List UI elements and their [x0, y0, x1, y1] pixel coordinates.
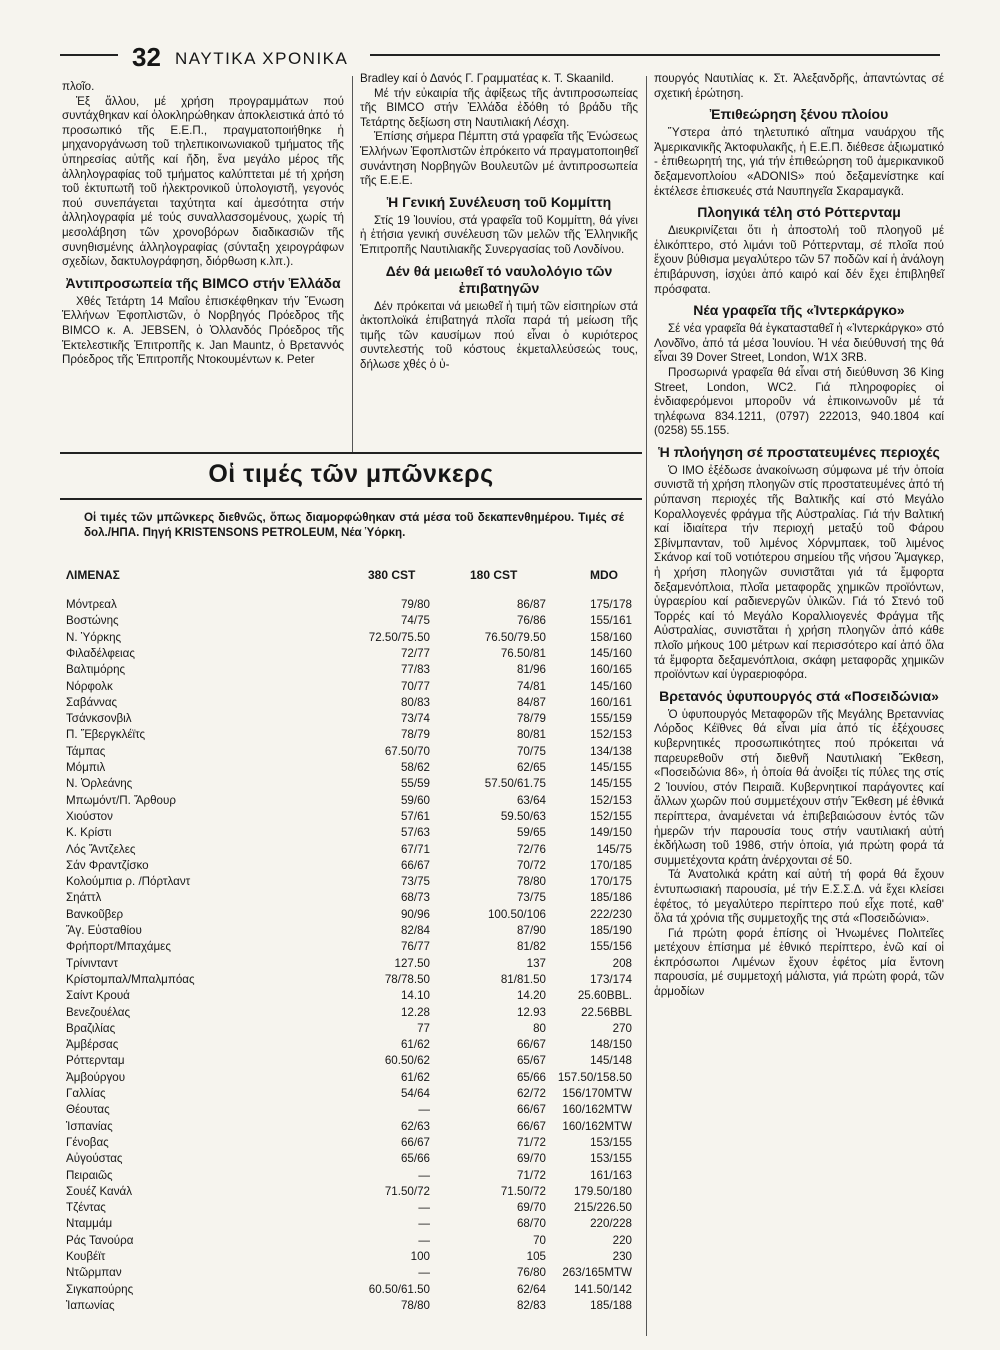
price-cell: 70 — [533, 1233, 546, 1247]
price-cell: 152/153 — [590, 728, 632, 742]
table-row — [66, 598, 638, 612]
table-row — [66, 728, 638, 742]
price-cell: 57.50/61.75 — [484, 777, 546, 791]
price-cell: — — [418, 1201, 430, 1215]
price-cell: 68/73 — [400, 891, 430, 905]
port-name: Νόρφολκ — [66, 679, 113, 693]
price-cell: — — [418, 1233, 430, 1247]
price-cell: 60.50/62 — [384, 1054, 430, 1068]
port-name: Νταμμάμ — [66, 1217, 113, 1231]
table-row — [66, 843, 638, 857]
headline-committee: Ἡ Γενική Συνέλευση τοῦ Κομμίττη — [386, 193, 612, 210]
price-cell: 66/67 — [516, 1038, 546, 1052]
header-rule-left — [60, 54, 118, 56]
headline-pilotage: Ἡ πλοήγηση σέ προστατευμένες περιοχές — [658, 443, 940, 460]
port-name: Π. Ἔβεργκλέϊτς — [66, 728, 146, 742]
port-name: Λός Ἄντζελες — [66, 842, 136, 856]
price-cell: 175/178 — [590, 598, 632, 611]
price-cell: 81/96 — [516, 663, 546, 677]
table-row — [66, 745, 638, 759]
paragraph: Μέ τήν εὐκαιρία τῆς ἀφίξεως τῆς ἀντιπροσωπείας τῆς BIMCO στήν Ἑλλάδα ἐδόθη τό βράδυ τῆς Τετάρτης δεξίωση στη Ναυτιλιακή Λέσχη. — [360, 86, 638, 129]
port-name: Βραζιλίας — [66, 1021, 116, 1035]
price-cell: 76.50/79.50 — [484, 630, 546, 644]
paragraph: Χθές Τετάρτη 14 Μαΐου ἐπισκέφθηκαν τήν Ἕνωση Ἑλλήνων Ἐφοπλιστῶν, ὁ Νορβηγός Πρόεδρος τῆς BIMCO κ. A. JEBSEN, ὁ Ὁλλανδός Πρόεδρος τῆς Ἐκτελεστικῆς Ἐπιτροπῆς κ. Jan Mauntz, ὁ Βρεταννός Πρόεδρος τῆς Ἐπιτροπῆς Ντοκουμέντων κ. Peter — [62, 294, 344, 367]
price-cell: 77 — [417, 1021, 430, 1035]
price-cell: 145/160 — [590, 679, 632, 693]
table-row — [66, 1169, 638, 1183]
price-cell: 152/155 — [590, 809, 632, 823]
table-row — [66, 1071, 638, 1085]
price-cell: 160/162MTW — [562, 1119, 632, 1133]
table-row — [66, 614, 638, 628]
price-cell: 70/72 — [516, 858, 546, 872]
price-cell: 230 — [612, 1250, 632, 1263]
price-cell: 134/138 — [590, 744, 632, 758]
price-cell: 57/63 — [400, 826, 430, 840]
price-cell: 153/155 — [590, 1152, 632, 1166]
price-cell: 67.50/70 — [384, 744, 430, 758]
price-cell: 72/77 — [400, 646, 430, 660]
table-row — [66, 859, 638, 873]
port-name: Αὐγούστας — [66, 1152, 123, 1166]
price-cell: 157.50/158.50 — [557, 1070, 632, 1084]
port-name: Φρήπορτ/Μπαχάμες — [66, 940, 171, 954]
price-cell: 65/66 — [516, 1070, 546, 1084]
port-name: Χιούστον — [66, 809, 113, 823]
price-cell: 127.50 — [394, 956, 430, 970]
port-name: Ρόττερνταμ — [66, 1054, 125, 1068]
column-2 — [360, 72, 638, 373]
table-row — [66, 1152, 638, 1166]
price-cell: 208 — [612, 956, 632, 970]
table-row — [66, 1022, 638, 1036]
table-row — [66, 924, 638, 938]
paragraph: Ἐξ ἄλλου, μέ χρήση προγραμμάτων πού συντάχθηκαν καί ὁλοκληρώθηκαν ἀποκλειστικά ἀπό τό προσωπικό τῆς Ε.Ε.Π., πραγματοποιήθηκε ἡ μηχανοργάνωση τοῦ τηλεπικοινωνιακοῦ τμήματος τῆς ὑπηρεσίας αὐτῆς καί ἤδη, ἕνα μεγάλο μέρος τῆς ἀλληλογραφίας τοῦ τμήματος καλύπτεται μέ τή χρήση τοῦ ἐκτυπωτῆ τοῦ ἠλεκτρονικοῦ ὑπολογιστῆ, γεγονός πού συνεπάγεται ταχύτητα καί ἀμεσότητα στήν ἀλληλογραφία μέ τούς συναλλασσομένους, χωρίς τή μεσολάβηση τῶν χρονοβόρων διαδικασιῶν τῆς συνηθισμένης ἀλληλογραφίας (σύνταξη χειρογράφων σχεδίων, δακτυλογράφηση, διόρθωση κ.λπ.). — [62, 94, 344, 269]
price-cell: 153/155 — [590, 1135, 632, 1149]
price-cell: 78/79 — [516, 712, 546, 726]
price-cell: 158/160 — [590, 630, 632, 644]
price-cell: — — [418, 1217, 430, 1231]
column-header-port: ΛΙΜΕΝΑΣ — [66, 568, 120, 582]
port-name: Θέουτας — [66, 1103, 110, 1117]
price-cell: 59.50/63 — [500, 809, 546, 823]
price-cell: 185/190 — [590, 924, 632, 937]
price-cell: 170/185 — [590, 858, 632, 872]
table-row — [66, 1103, 638, 1117]
price-cell: — — [418, 1168, 430, 1182]
port-name: Βενεζουέλας — [66, 1005, 131, 1019]
column-3 — [654, 72, 944, 1000]
price-cell: 79/80 — [400, 598, 430, 611]
table-row — [66, 1038, 638, 1052]
price-cell: 185/188 — [590, 1298, 632, 1312]
price-cell: 66/67 — [400, 858, 430, 872]
port-name: Σάν Φραντζίσκο — [66, 858, 149, 872]
price-cell: 62/63 — [400, 1119, 430, 1133]
price-cell: 105 — [526, 1250, 546, 1263]
port-name: Τάμπας — [66, 744, 106, 758]
table-row — [66, 875, 638, 889]
price-cell: 80 — [533, 1021, 546, 1035]
price-cell: 160/162MTW — [562, 1103, 632, 1117]
price-cell: 148/150 — [590, 1038, 632, 1052]
port-name: Βανκοῦβερ — [66, 907, 124, 921]
price-cell: 12.93 — [516, 1005, 546, 1019]
price-cell: 161/163 — [590, 1168, 632, 1182]
price-cell: 87/90 — [516, 924, 546, 937]
paragraph: Δέν πρόκειται νά μειωθεῖ ἡ τιμή τῶν εἰσιτηρίων στά ἀκτοπλοϊκά ἐπιβατηγά πλοῖα παρά τή μείωση τῆς τιμῆς τῶν καυσίμων πού εἶναι ὁ κυριότερος συντελεστής τοῦ κόστους ἐκμεταλλεύσεώς τους, δήλωσε χθές ὁ ὑ- — [360, 299, 638, 371]
headline-fares: Δέν θά μειωθεῖ τό ναυλολόγιο τῶν ἐπιβατηγῶν — [385, 262, 613, 296]
price-cell: 145/75 — [596, 842, 632, 856]
price-cell: 78/79 — [400, 728, 430, 742]
table-row — [66, 989, 638, 1003]
price-cell: 68/70 — [516, 1217, 546, 1231]
table-row — [66, 1136, 638, 1150]
port-name: Μόντρεαλ — [66, 598, 117, 611]
port-name: Φιλαδέλφειας — [66, 646, 135, 660]
column-header-380cst: 380 CST — [368, 568, 416, 582]
price-cell: 62/64 — [516, 1282, 546, 1296]
price-cell: 65/66 — [400, 1152, 430, 1166]
price-cell: 160/165 — [590, 663, 632, 677]
price-cell: 78/80 — [516, 875, 546, 889]
port-name: Ν. Ὑόρκης — [66, 630, 122, 644]
port-name: Βαλτιμόρης — [66, 663, 126, 677]
table-row — [66, 1006, 638, 1020]
table-row — [66, 940, 638, 954]
price-cell: 61/62 — [400, 1070, 430, 1084]
table-row — [66, 1250, 638, 1264]
table-row — [66, 1087, 638, 1101]
table-row — [66, 891, 638, 905]
port-name: Σηάττλ — [66, 891, 102, 905]
price-cell: 71.50/72 — [384, 1184, 430, 1198]
price-cell: 170/175 — [590, 875, 632, 889]
table-row — [66, 761, 638, 775]
price-cell: 71/72 — [516, 1135, 546, 1149]
paragraph: Γιά πρώτη φορά ἐπίσης οἱ Ἡνωμένες Πολιτεῖες μετέχουν ἐπίσημα μέ ἐθνικό περίπτερο, ἐνῶ καί οἱ ἐκπρόσωποι Λιμένων ἔχουν ἐφέτος μία ἔντονη παρουσία, μέ συμμετοχή μάλιστα, γιά πρώτη φορά, τῶν ἁρμοδίων — [654, 926, 944, 999]
paragraph: Ὁ ὑφυπουργός Μεταφορῶν τῆς Μεγάλης Βρεταννίας Λόρδος Κέϊθνες θά εἶναι μία ἀπό τίς ἐξέχουσες κυβερνητικές προσωπικότητες πού πρόκειται νά παρευρεθοῦν στή διεθνῆ Ναυτιλιακή Ἔκθεση, «Ποσειδώνια 86», ἡ ὁποία θά ἀνοίξει τίς πύλες της στίς 2 Ἰουνίου, στόν Πειραιᾶ. Κυβερνητικοί παράγοντες καί ἄλλων χωρῶν πού συμμετέχουν στήν Ἔκθεση μέ ἐθνικά περίπτερα, ἀναμένεται νά ἐπιβεβαιώσουν ἐντός τῶν ἡμερῶν τήν παρουσία τους στήν ναυτιλιακή αὐτή ἐκδήλωση τοῦ 1986, στήν ὁποία, γιά πρώτη φορά τά συμμετέχοντα κράτη ἀνέρχονται σέ 50. — [654, 707, 944, 867]
port-name: Τσάνκσονβιλ — [66, 712, 132, 726]
table-row — [66, 1299, 638, 1313]
port-name: Ἀμβούργου — [66, 1070, 126, 1084]
column-header-mdo: MDO — [590, 568, 618, 582]
price-cell: 179.50/180 — [573, 1184, 632, 1198]
price-cell: 54/64 — [400, 1087, 430, 1100]
price-cell: 12.28 — [400, 1005, 430, 1019]
headline-inspection: Ἐπιθεώρηση ξένου πλοίου — [709, 106, 889, 123]
price-cell: 76/86 — [516, 614, 546, 628]
price-cell: 74/81 — [516, 679, 546, 693]
bunker-title: Οἱ τιμές τῶν μπῶνκερς — [208, 460, 494, 488]
port-name: Τρίνινταντ — [66, 956, 118, 970]
header-rule-right — [370, 54, 940, 56]
price-cell: 77/83 — [400, 663, 430, 677]
price-cell: 81/81.50 — [500, 972, 546, 986]
price-cell: 80/81 — [516, 728, 546, 742]
price-cell: 70/77 — [400, 679, 430, 693]
price-cell: 69/70 — [516, 1152, 546, 1166]
price-cell: 66/67 — [400, 1135, 430, 1149]
price-cell: — — [418, 1103, 430, 1117]
price-cell: 65/67 — [516, 1054, 546, 1068]
price-cell: 90/96 — [400, 907, 430, 921]
table-row — [66, 794, 638, 808]
table-row — [66, 973, 638, 987]
port-name: Μπωμόντ/Π. Ἄρθουρ — [66, 793, 176, 807]
price-cell: 73/75 — [400, 875, 430, 889]
page-header — [60, 42, 940, 76]
headline-rotterdam: Πλοηγικά τέλη στό Ρόττερνταμ — [697, 204, 901, 221]
price-cell: 220/228 — [590, 1217, 632, 1231]
price-cell: 22.56BBL — [581, 1005, 632, 1019]
table-row — [66, 1234, 638, 1248]
table-row — [66, 712, 638, 726]
price-cell: 66/67 — [516, 1103, 546, 1117]
table-row — [66, 810, 638, 824]
table-row — [66, 696, 638, 710]
price-cell: 14.20 — [516, 989, 546, 1003]
price-cell: 145/160 — [590, 646, 632, 660]
port-name: Μόμπιλ — [66, 761, 106, 774]
port-name: Ἱσπανίας — [66, 1119, 113, 1133]
price-cell: 84/87 — [516, 695, 546, 709]
price-cell: 145/155 — [590, 777, 632, 791]
price-cell: 263/165MTW — [562, 1266, 632, 1280]
paragraph: Προσωρινά γραφεῖα θά εἶναι στή διεύθυνση 36 King Street, London, WC2. Γιά πληροφορίες οἱ ἐνδιαφερόμενοι μποροῦν νά ἐπικοινωνοῦν μέ τά τηλέφωνα 834.1211, (0797) 222013, 940.1804 καί (0258) 55.155. — [654, 365, 944, 438]
price-cell: 25.60BBL. — [577, 989, 632, 1003]
paragraph: Διευκρινίζεται ὅτι ἡ ἀποστολή τοῦ πλοηγοῦ μέ ἑλικόπτερο, στό λιμάνι τοῦ Ρόττερνταμ, σέ πλοῖα πού ἔχουν βύθισμα μεγαλύτερο τῶν 57 ποδῶν καί ἡ ἀνάλογη ἐπιβάρυνση, ἰσχύει ἀπό καιρό καί δέν ἔχει ἐπιβληθεῖ πρόσφατα. — [654, 224, 944, 296]
price-cell: 82/84 — [400, 924, 430, 937]
table-row — [66, 777, 638, 791]
price-cell: 81/82 — [516, 940, 546, 954]
port-name: Ράς Τανούρα — [66, 1233, 134, 1247]
port-name: Γένοβας — [66, 1135, 109, 1149]
table-row — [66, 1266, 638, 1280]
section-rule — [60, 452, 642, 454]
port-name: Βοστώνης — [66, 614, 119, 628]
bunker-intro: Οἱ τιμές τῶν μπῶνκερς διεθνῶς, ὅπως διαμορφώθηκαν στά μέσα τοῦ δεκαπενθημέρου. Τιμές σέ δολ./ΗΠΑ. Πηγή KRISTENSONS PETROLEUM, Νέα Ὑόρκη. — [84, 511, 624, 539]
port-name: Τζέντας — [66, 1201, 106, 1215]
headline-posidonia: Βρετανός ὑφυπουργός στά «Ποσειδώνια» — [659, 687, 939, 704]
price-cell: 145/148 — [590, 1054, 632, 1068]
port-name: Πειραιῶς — [66, 1168, 113, 1182]
price-cell: 78/80 — [400, 1298, 430, 1312]
paragraph: Bradley καί ὁ Δανός Γ. Γραμματέας κ. T. Skaanild. — [360, 72, 614, 85]
price-cell: 73/74 — [400, 712, 430, 726]
price-cell: 59/65 — [516, 826, 546, 840]
price-cell: 66/67 — [516, 1119, 546, 1133]
price-cell: 71/72 — [516, 1168, 546, 1182]
port-name: Κ. Κρίστι — [66, 826, 112, 840]
price-cell: 14.10 — [400, 989, 430, 1003]
price-cell: 62/65 — [516, 761, 546, 774]
port-name: Σαβάννας — [66, 695, 118, 709]
price-cell: 57/61 — [400, 809, 430, 823]
table-row — [66, 631, 638, 645]
price-cell: 61/62 — [400, 1038, 430, 1052]
port-name: Κουβέϊτ — [66, 1250, 106, 1263]
port-name: Σαίντ Κρουά — [66, 989, 130, 1003]
paragraph: Σέ νέα γραφεῖα θά ἐγκατασταθεῖ ἡ «Ἰντερκάργκο» στό Λονδῖνο, ἀπό τά μέσα Ἰουνίου. Ἡ νέα διεύθυνσή της θά εἶναι 39 Dover Street, London, W1X 3RB. — [654, 322, 944, 365]
price-cell: 149/150 — [590, 826, 632, 840]
paragraph: Ὕστερα ἀπό τηλετυπικό αἴτημα ναυάρχου τῆς Ἀμερικανικῆς Ἀκτοφυλακῆς, ἡ Ε.Ε.Π. διέθεσε ἀξιωματικό - ἐπιθεωρητή της, γιά τήν ἐπιθεώρηση τοῦ ἀμερικανικοῦ δεξαμενοπλοίου «ADONIS» πού δεξαμενίστηκε καί ἐκτέλεσε ἐπισκευές στά Ναυπηγεῖα Σκαραμαγκᾶ. — [654, 126, 944, 198]
price-cell: 82/83 — [516, 1298, 546, 1312]
price-cell: 70/75 — [516, 744, 546, 758]
price-cell: 155/156 — [590, 940, 632, 954]
price-cell: 72.50/75.50 — [368, 630, 430, 644]
column-header-180cst: 180 CST — [470, 568, 518, 582]
price-cell: 73/75 — [516, 891, 546, 905]
table-row — [66, 908, 638, 922]
price-cell: 72/76 — [516, 842, 546, 856]
paragraph: Ὁ ΙΜΟ ἐξέδωσε ἀνακοίνωση σύμφωνα μέ τήν ὁποία συνιστᾶ τή χρήση πλοηγῶν στίς προστατευμένες ἀπό τή ρύπανση περιοχές τῆς Βαλτικῆς καί στό Μεγάλο Κοραλλογενές φράγμα τῆς Αὐστραλίας. Γιά τήν Βαλτική καί ἰδιαίτερα τήν περιοχή μεταξύ τοῦ Φάρου Σβίνμπανταν, τοῦ λιμένος Χόρνμπαεκ, τοῦ λιμένος Σκάνορ καί τοῦ νοτιότερου σημείου τῆς νήσου Ἄμαγκερ, ἡ χρήση πλοηγῶν συνιστᾶται γιά τά ἔμφορτα δεξαμενόπλοια, πλοῖα μεταφορᾶς χημικῶν προϊόντων, ὑγραερίου καί ραδιενεργῶν ὑλικῶν. Γιά τό Στενό τοῦ Τορρές καί τό Μεγάλο Κοραλλιογενές Φράγμα τῆς Αὐστραλίας, συνιστᾶται ἡ χρήση πλοηγῶν ἀπό κάθε πλοῖο μήκους 100 μέτρων καί περισσότερο καί ἀπό ὅλα τά ἔμφορτα δεξαμενόπλοια, σκάφη μεταφορᾶς χημικῶν προϊόντων καί ὑγραεριοφόρα. — [654, 463, 944, 682]
table-row — [66, 663, 638, 677]
section-rule — [60, 498, 642, 500]
price-cell: 152/153 — [590, 793, 632, 807]
table-row — [66, 1217, 638, 1231]
port-name: Σιγκαπούρης — [66, 1282, 134, 1296]
price-cell: 60.50/61.50 — [368, 1282, 430, 1296]
price-cell: 74/75 — [400, 614, 430, 628]
price-cell: 86/87 — [516, 598, 546, 611]
paragraph: πουργός Ναυτιλίας κ. Στ. Ἀλεξανδρῆς, ἀπαντώντας σέ σχετική ἐρώτηση. — [654, 72, 944, 100]
price-cell: 155/159 — [590, 712, 632, 726]
port-name: Κρίστομπαλ/Μπαλμπόας — [66, 972, 195, 986]
price-cell: 62/72 — [516, 1087, 546, 1100]
headline-intercargo: Νέα γραφεῖα τῆς «Ἰντερκάργκο» — [693, 302, 905, 319]
price-cell: 156/170MTW — [562, 1087, 632, 1100]
paragraph: Τά Ἀνατολικά κράτη καί αὐτή τή φορά θά ἔχουν ἐντυπωσιακή παρουσία, μέ τήν Ε.Σ.Σ.Δ. νά ἔχει κλείσει ἐφέτος, τό μεγαλύτερο περίπτερο πού εἶχε ποτέ, καθ' ὅλα τά χρόνια τῆς συμμετοχῆς της στά «Ποσειδώνια». — [654, 868, 944, 926]
price-cell: 80/83 — [400, 695, 430, 709]
price-cell: 137 — [526, 956, 546, 970]
price-cell: 145/155 — [590, 761, 632, 774]
price-cell: 58/62 — [400, 761, 430, 774]
price-cell: 67/71 — [400, 842, 430, 856]
port-name: Σουέζ Κανάλ — [66, 1184, 133, 1198]
column-1 — [62, 80, 344, 368]
table-row — [66, 826, 638, 840]
price-cell: 220 — [612, 1233, 632, 1247]
table-row — [66, 1054, 638, 1068]
price-cell: 59/60 — [400, 793, 430, 807]
price-cell: 215/226.50 — [573, 1201, 632, 1215]
price-cell: 100 — [410, 1250, 430, 1263]
port-name: Ἀμβέρσας — [66, 1038, 119, 1052]
table-row — [66, 957, 638, 971]
price-cell: 78/78.50 — [384, 972, 430, 986]
price-cell: 69/70 — [516, 1201, 546, 1215]
price-cell: 71.50/72 — [500, 1184, 546, 1198]
port-name: Ντῶρμπαν — [66, 1266, 122, 1280]
publication-name: ΝΑΥΤΙΚΑ ΧΡΟΝΙΚΑ — [175, 49, 349, 68]
column-divider — [646, 76, 647, 1336]
price-cell: 63/64 — [516, 793, 546, 807]
port-name: Γαλλίας — [66, 1087, 106, 1100]
price-cell: 270 — [612, 1021, 632, 1035]
price-cell: 155/161 — [590, 614, 632, 628]
paragraph: Στίς 19 Ἰουνίου, στά γραφεῖα τοῦ Κομμίττη, θά γίνει ἡ ἐτήσια γενική συνέλευση τῶν μελῶν τῆς Ἑλληνικῆς Ἐπιτροπῆς Ναυτιλιακῆς Συνεργασίας τοῦ Λονδίνου. — [360, 213, 638, 256]
paragraph: Ἐπίσης σήμερα Πέμπτη στά γραφεῖα τῆς Ἑνώσεως Ἑλλήνων Ἐφοπλιστῶν ἐπρόκειτο νά πραγματοποιηθεῖ συνάντηση Νορβηγῶν Βουλευτῶν μέ ἀντιπροσωπεία τῆς Ε.Ε.Ε. — [360, 130, 638, 188]
price-cell: 76/80 — [516, 1266, 546, 1280]
headline-bimco: Ἀντιπροσωπεία τῆς BIMCO στήν Ἑλλάδα — [65, 274, 341, 291]
price-cell: 173/174 — [590, 972, 632, 986]
price-cell: 160/161 — [590, 695, 632, 709]
table-row — [66, 1201, 638, 1215]
price-cell: 185/186 — [590, 891, 632, 905]
port-name: Κολούμπια ρ. /Πόρτλαντ — [66, 875, 191, 889]
table-row — [66, 1120, 638, 1134]
table-row — [66, 1283, 638, 1297]
port-name: Ν. Ὀρλεάνης — [66, 777, 133, 791]
price-cell: 141.50/142 — [573, 1282, 632, 1296]
table-row — [66, 680, 638, 694]
column-divider — [352, 76, 353, 452]
price-cell: 222/230 — [590, 907, 632, 921]
price-cell: — — [418, 1266, 430, 1280]
port-name: Ἰαπωνίας — [66, 1298, 115, 1312]
page-number: 32 — [132, 42, 161, 72]
price-cell: 76/77 — [400, 940, 430, 954]
price-cell: 55/59 — [400, 777, 430, 791]
port-name: Ἅγ. Εὐσταθίου — [66, 924, 142, 937]
price-cell: 100.50/106 — [487, 907, 546, 921]
paragraph: πλοῖο. — [62, 80, 95, 93]
price-cell: 76.50/81 — [500, 646, 546, 660]
table-row — [66, 647, 638, 661]
table-row — [66, 1185, 638, 1199]
